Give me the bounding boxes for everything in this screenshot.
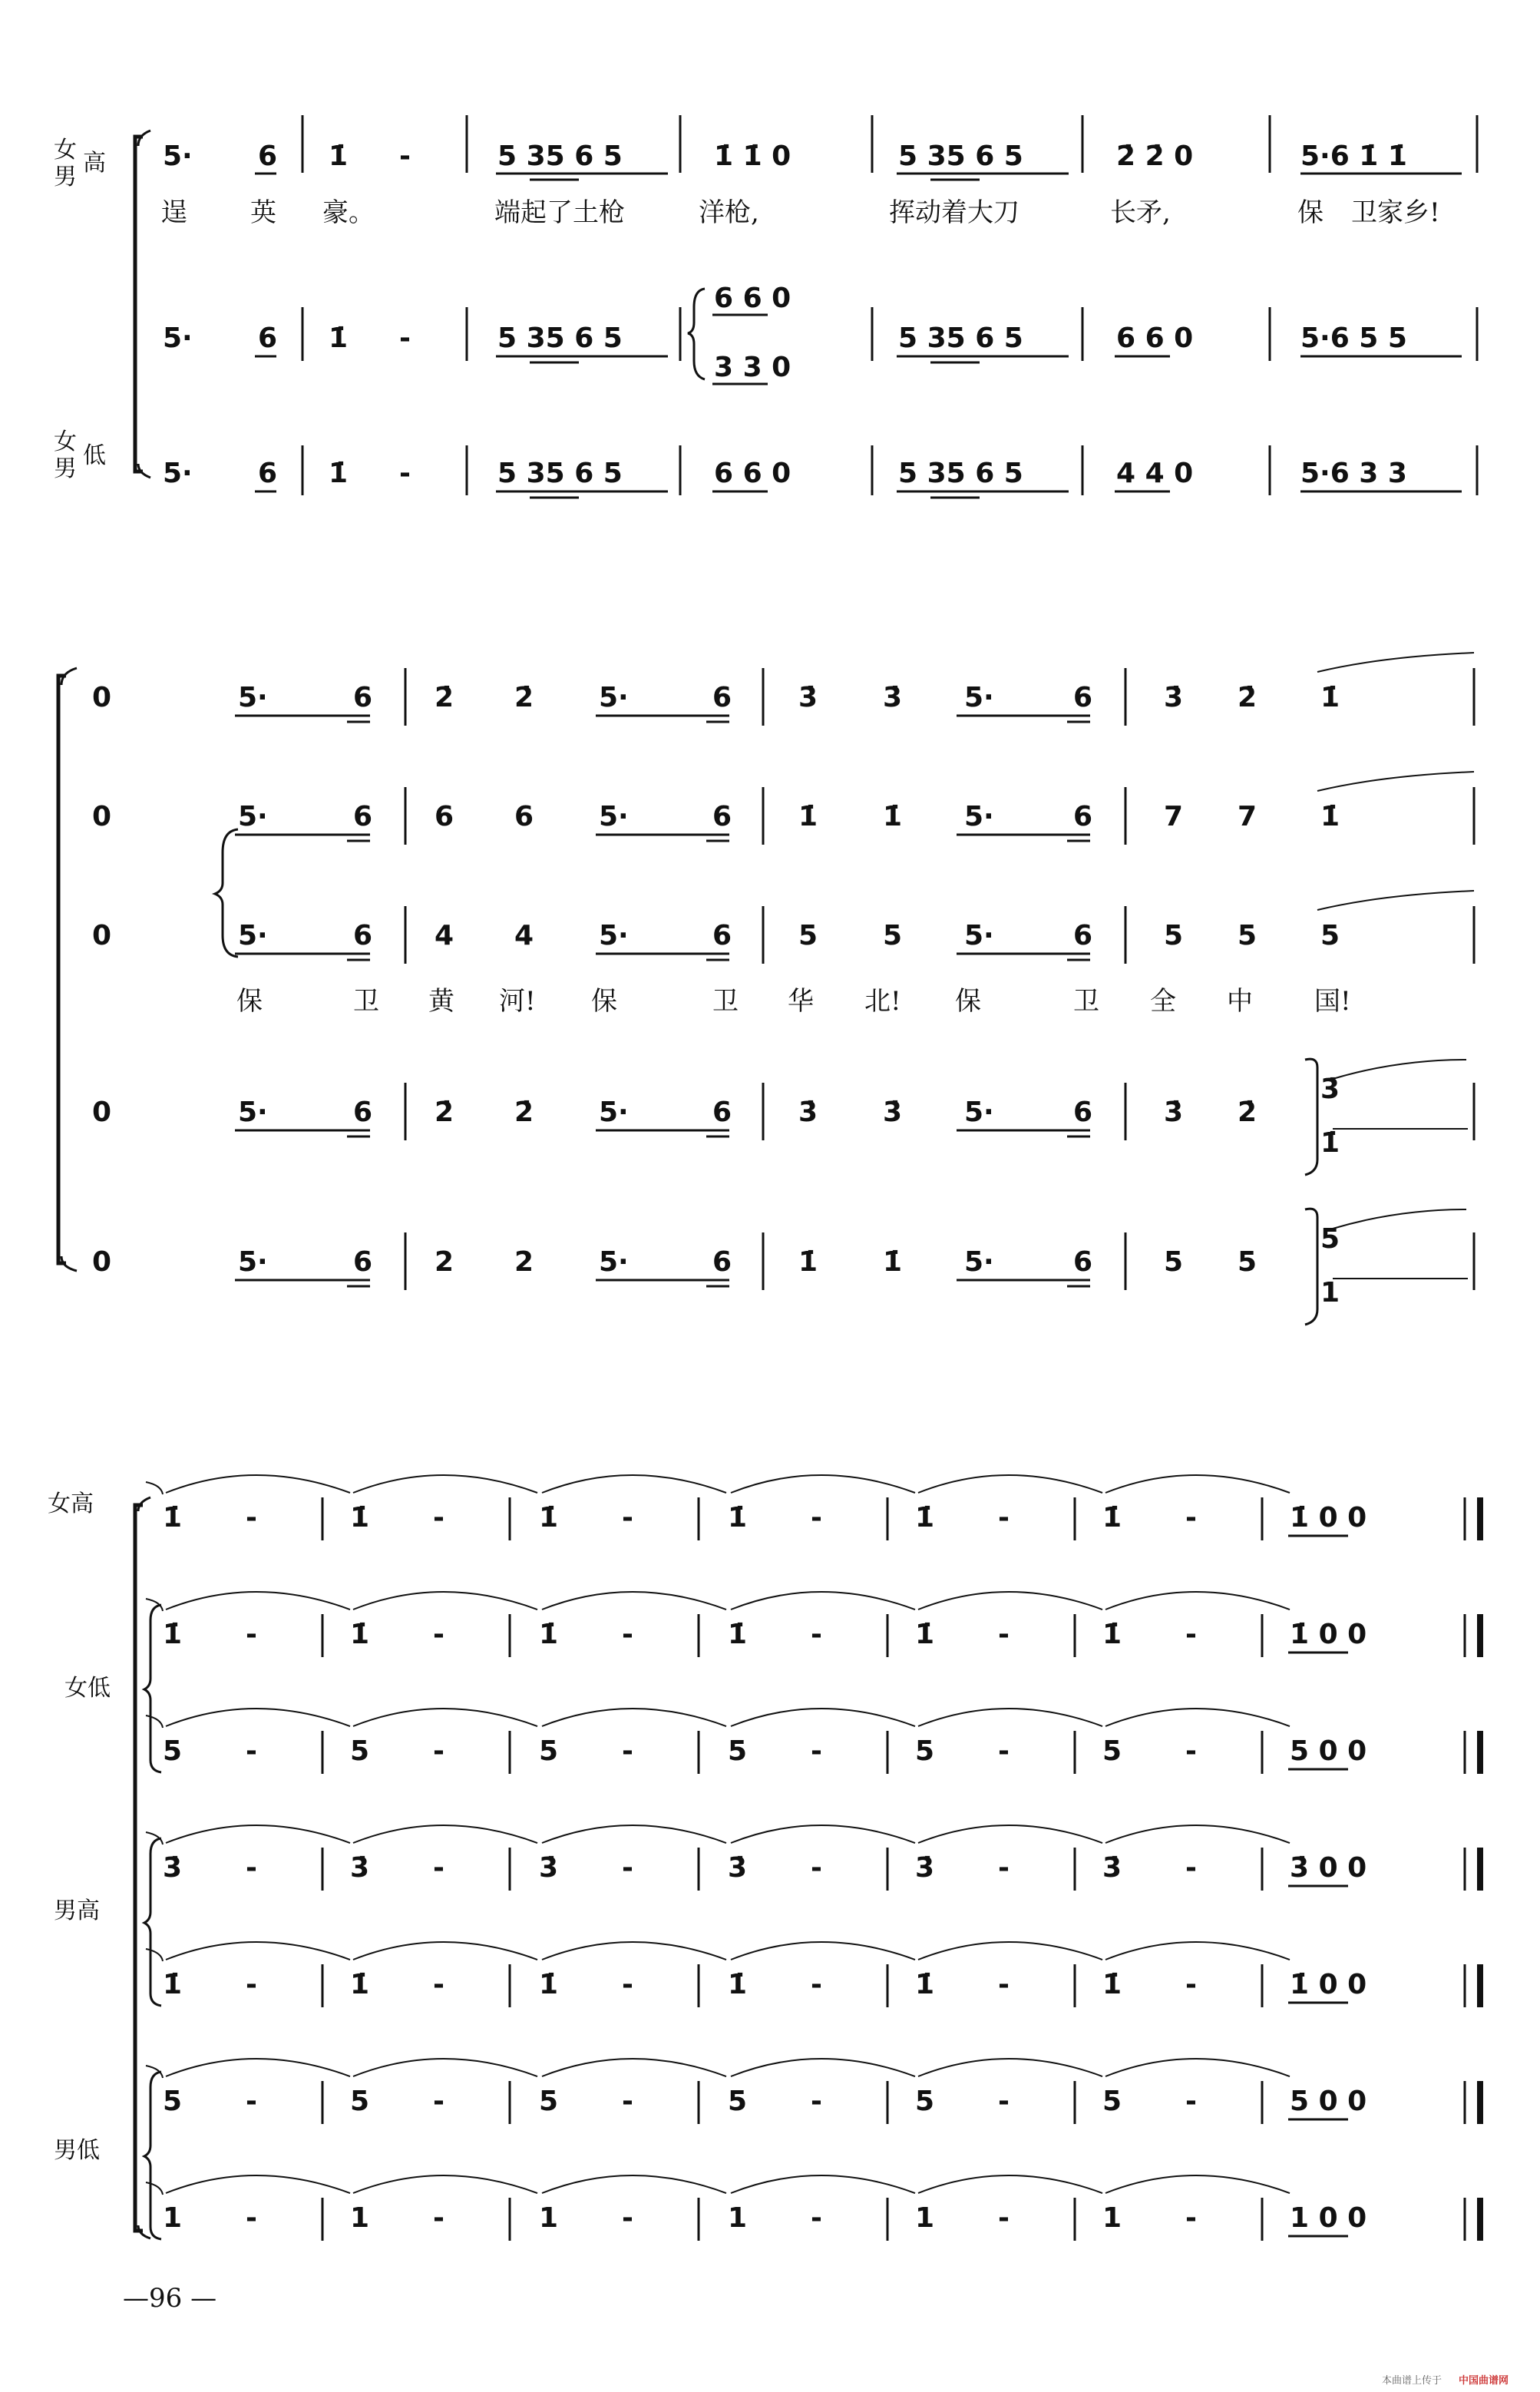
dash: - — [1185, 2202, 1197, 2234]
dash: - — [1185, 2086, 1197, 2117]
rest-note: 0 — [92, 1246, 112, 1278]
note: 4 — [435, 920, 454, 951]
note: 5 — [350, 2086, 370, 2117]
voice-brace — [144, 2072, 161, 2239]
brace-s2 — [215, 829, 238, 957]
note: 5 — [1102, 2086, 1122, 2117]
note: 5· — [163, 141, 193, 172]
note: 5· — [599, 801, 629, 832]
dash: - — [811, 1619, 822, 1650]
lyric: 保 — [236, 986, 263, 1017]
tie — [542, 1592, 726, 1610]
note: 1̇ — [329, 323, 349, 354]
note: 5· — [238, 1246, 268, 1278]
barlines-s2 — [405, 668, 1474, 1290]
note: 6 — [1073, 1097, 1093, 1128]
dash: - — [998, 1502, 1010, 1533]
ending-notes: 5 0 0 — [1290, 1735, 1367, 1767]
tie — [353, 1942, 537, 1960]
label-di: 低 — [83, 442, 106, 469]
dash: - — [246, 1969, 257, 2000]
note: 6 — [353, 1097, 373, 1128]
barlines-s1 — [302, 115, 1477, 495]
note: 4 — [514, 920, 534, 951]
tie — [166, 1825, 350, 1843]
note: 3̇ — [728, 1852, 748, 1884]
lyric: 挥动着大刀 — [889, 197, 1020, 228]
note: 3̇ — [350, 1852, 370, 1884]
label-nan-2: 男 — [54, 455, 77, 482]
lyric: 国! — [1314, 986, 1351, 1017]
tie — [146, 1949, 163, 1961]
note: 5 — [1238, 1246, 1257, 1278]
note: 1̇ — [163, 1619, 183, 1650]
note: 5· — [599, 920, 629, 951]
lyric: 黄 — [428, 986, 454, 1017]
note: 5· — [163, 458, 193, 489]
tie — [731, 1592, 915, 1610]
note: 2̇ — [435, 1097, 454, 1128]
tie — [542, 1709, 726, 1726]
note: 3̇ — [1164, 682, 1184, 713]
voice-brace — [144, 1605, 161, 1772]
dash: - — [433, 2086, 444, 2117]
dash: - — [246, 2086, 257, 2117]
note: 6 — [712, 1097, 732, 1128]
dash: - — [433, 1502, 444, 1533]
note: 5 35 6 5 — [898, 323, 1023, 354]
note: 2̇ — [514, 1097, 534, 1128]
note: 5 — [1320, 920, 1340, 951]
tie — [1317, 653, 1474, 672]
note: 5 35 6 5 — [497, 323, 623, 354]
note: 1̇ — [1102, 1969, 1122, 2000]
note: 6 — [1073, 1246, 1093, 1278]
note: - — [399, 323, 411, 354]
tie — [1317, 891, 1474, 910]
note: 5· — [163, 323, 193, 354]
note: 5 35 6 5 — [898, 141, 1023, 172]
note: 1̇ — [350, 1502, 370, 1533]
dash: - — [811, 2202, 822, 2234]
note: 2̇ 2̇ 0 — [1116, 141, 1194, 172]
tie — [1333, 1060, 1466, 1079]
tie — [731, 1475, 915, 1493]
dash: - — [622, 1969, 633, 2000]
s2-rows — [92, 653, 1474, 1325]
dash: - — [246, 1502, 257, 1533]
note: 1 — [163, 2202, 183, 2234]
lyric: 卫家乡! — [1351, 197, 1440, 228]
note: 5· — [964, 801, 994, 832]
tie — [542, 2059, 726, 2076]
note: 1̇ — [883, 801, 903, 832]
note: 1̇ — [728, 1619, 748, 1650]
dash: - — [622, 1619, 633, 1650]
note: 1 — [728, 2202, 748, 2234]
note: 2̇ — [1238, 1097, 1257, 1128]
tie — [731, 1709, 915, 1726]
note: 6 — [258, 323, 278, 354]
s2-lyrics — [236, 986, 1351, 1017]
note: 2̇ — [514, 682, 534, 713]
note: 5· — [599, 1246, 629, 1278]
note: 1̇ — [329, 141, 349, 172]
tie — [918, 1475, 1102, 1493]
note: 6 — [712, 801, 732, 832]
system-bracket-2 — [58, 676, 66, 1263]
dash: - — [811, 2086, 822, 2117]
lyric: 豪。 — [322, 197, 375, 228]
tie — [542, 1942, 726, 1960]
note: 5· — [599, 1097, 629, 1128]
tie — [1105, 1825, 1290, 1843]
note: 5 — [1164, 920, 1184, 951]
note: 5· — [964, 920, 994, 951]
note: 1̇ — [350, 1619, 370, 1650]
note: 5 35 6 5 — [497, 141, 623, 172]
system-1 — [54, 115, 1477, 498]
dash: - — [811, 1502, 822, 1533]
tie — [166, 2059, 350, 2076]
tie — [731, 1942, 915, 1960]
ending-notes: 1̇ 0 0 — [1290, 1969, 1367, 2000]
lyric: 保 — [1297, 197, 1324, 228]
lyric: 北! — [864, 986, 901, 1017]
tie — [166, 1475, 350, 1493]
note: 5 — [798, 920, 818, 951]
tie — [353, 1709, 537, 1726]
note: 3̇ — [883, 1097, 903, 1128]
note: 2̇ — [435, 682, 454, 713]
note: 1̇ — [539, 1619, 559, 1650]
note: 6 — [435, 801, 454, 832]
note: 1̇ — [163, 1502, 183, 1533]
tie — [166, 1709, 350, 1726]
note: 6 — [353, 801, 373, 832]
note: 5· — [599, 682, 629, 713]
tie — [146, 1482, 163, 1494]
note: 1̇ — [1320, 682, 1340, 713]
note: 1̇ — [915, 1619, 935, 1650]
lyric: 中 — [1227, 986, 1253, 1017]
note: 1̇ — [728, 1969, 748, 2000]
tie — [1317, 772, 1474, 791]
label-gao: 高 — [83, 150, 106, 177]
note: 1̇ 1̇ 0 — [714, 141, 791, 172]
tie — [918, 1942, 1102, 1960]
dash: - — [622, 2086, 633, 2117]
note: 6 — [1073, 682, 1093, 713]
tie — [1105, 1942, 1290, 1960]
tie — [542, 1475, 726, 1493]
note: 1̇ — [1102, 1502, 1122, 1533]
tie — [1105, 1475, 1290, 1493]
lyric: 卫 — [1073, 986, 1099, 1017]
note: 3̇ — [798, 1097, 818, 1128]
ending-notes: 1 0 0 — [1290, 2202, 1367, 2234]
note: 1̇ — [1320, 801, 1340, 832]
label-nan: 男 — [54, 164, 77, 190]
tie — [1105, 2059, 1290, 2076]
tie — [542, 1825, 726, 1843]
note: 6 — [712, 920, 732, 951]
note: 5 — [1164, 1246, 1184, 1278]
lyric: 长矛, — [1110, 197, 1171, 228]
system-2 — [58, 653, 1474, 1325]
note: 1̇ — [798, 801, 818, 832]
dash: - — [433, 1969, 444, 2000]
note: 5· — [964, 682, 994, 713]
rest-note: 0 — [92, 682, 112, 713]
tie — [1105, 2175, 1290, 2193]
lyric: 保 — [955, 986, 981, 1017]
rest-note: 0 — [92, 920, 112, 951]
note: 5 — [350, 1735, 370, 1767]
note: 1̇ — [539, 1502, 559, 1533]
tie — [353, 1475, 537, 1493]
note: 5 — [1320, 1223, 1340, 1255]
note: 1̇ — [539, 1969, 559, 2000]
tie — [146, 2182, 163, 2195]
note: 6 — [353, 920, 373, 951]
tie — [146, 1715, 163, 1728]
note: 5·6 1̇ 1̇ — [1300, 141, 1407, 172]
dash: - — [1185, 1502, 1197, 1533]
tie — [918, 1709, 1102, 1726]
rest-note: 0 — [92, 801, 112, 832]
note: 3̇ — [1320, 1074, 1340, 1105]
label-nv: 女 — [54, 137, 77, 164]
note: 1 — [350, 2202, 370, 2234]
tie — [918, 2175, 1102, 2193]
dash: - — [246, 1852, 257, 1884]
tie — [166, 1592, 350, 1610]
s3-rows — [144, 1475, 1480, 2241]
dash: - — [998, 1735, 1010, 1767]
note: 1̇ — [163, 1969, 183, 2000]
dash: - — [811, 1735, 822, 1767]
dash: - — [622, 2202, 633, 2234]
lyric: 保 — [591, 986, 617, 1017]
note: 1̇ — [915, 1502, 935, 1533]
note: 5 — [728, 1735, 748, 1767]
dash: - — [998, 1969, 1010, 2000]
lyric: 逞 — [161, 197, 187, 228]
watermark-text: 本曲谱上传于 — [1382, 2375, 1443, 2387]
dash: - — [1185, 1852, 1197, 1884]
ending-notes: 1̇ 0 0 — [1290, 1619, 1367, 1650]
note: 5 — [728, 2086, 748, 2117]
voice-brace — [144, 1838, 161, 2006]
dash: - — [622, 1852, 633, 1884]
note: 1̇ — [883, 1246, 903, 1278]
label-nan-di: 男低 — [54, 2137, 100, 2164]
note: 3̇ — [539, 1852, 559, 1884]
note: 5· — [238, 682, 268, 713]
note: 5 — [915, 1735, 935, 1767]
dash: - — [998, 1852, 1010, 1884]
ending-notes: 1̇ 0 0 — [1290, 1502, 1367, 1533]
tie — [166, 2175, 350, 2193]
ending-notes: 5 0 0 — [1290, 2086, 1367, 2117]
note: 3̇ — [915, 1852, 935, 1884]
note: 1̇ — [915, 1969, 935, 2000]
s1-lyrics — [161, 197, 1440, 228]
tie — [918, 1825, 1102, 1843]
lyric: 卫 — [353, 986, 379, 1017]
tie — [1105, 1592, 1290, 1610]
note: 1 — [539, 2202, 559, 2234]
note: 3̇ — [1102, 1852, 1122, 1884]
tie — [731, 2059, 915, 2076]
note: 6 — [1073, 801, 1093, 832]
note: 1 — [1102, 2202, 1122, 2234]
note: 1 — [1320, 1277, 1340, 1308]
note: 5· — [964, 1246, 994, 1278]
note: 5·6 3 3 — [1300, 458, 1407, 489]
tie — [731, 2175, 915, 2193]
dash: - — [433, 1735, 444, 1767]
note: 6 6 0 — [714, 283, 791, 314]
note: 6 — [712, 682, 732, 713]
divisi-brace — [1305, 1209, 1317, 1325]
system-3 — [48, 1475, 1480, 2241]
dash: - — [1185, 1969, 1197, 2000]
tie — [918, 2059, 1102, 2076]
note: 6 6 0 — [1116, 323, 1194, 354]
lyric: 卫 — [712, 986, 739, 1017]
watermark-site: 中国曲谱网 — [1459, 2375, 1509, 2387]
tie — [353, 2059, 537, 2076]
s1-row1 — [163, 141, 1462, 180]
note: 3̇ — [1164, 1097, 1184, 1128]
note: 6 — [514, 801, 534, 832]
tie — [353, 1825, 537, 1843]
dash: - — [998, 2086, 1010, 2117]
note: 5 — [1238, 920, 1257, 951]
dash: - — [1185, 1735, 1197, 1767]
note: 6 — [258, 458, 278, 489]
dash: - — [998, 2202, 1010, 2234]
note: 6 — [712, 1246, 732, 1278]
dash: - — [811, 1852, 822, 1884]
note: 3̇ — [798, 682, 818, 713]
note: - — [399, 141, 411, 172]
note: 6 6 0 — [714, 458, 791, 489]
note: - — [399, 458, 411, 489]
note: 5 — [163, 1735, 183, 1767]
tie — [731, 1825, 915, 1843]
tie — [1333, 1209, 1466, 1229]
note: 6 — [353, 1246, 373, 1278]
divisi-brace — [1305, 1059, 1317, 1175]
lyric: 端起了土枪 — [494, 197, 625, 228]
tie — [166, 1942, 350, 1960]
divisi-brace — [688, 289, 705, 379]
dash: - — [811, 1969, 822, 2000]
note: 1̇ — [329, 458, 349, 489]
note: 1̇ — [1320, 1127, 1340, 1159]
lyric: 华 — [788, 986, 814, 1017]
note: 1̇ — [728, 1502, 748, 1533]
dash: - — [622, 1502, 633, 1533]
label-nv-2: 女 — [54, 428, 77, 455]
note: 6 — [353, 682, 373, 713]
note: 4 4 0 — [1116, 458, 1194, 489]
note: 5 — [915, 2086, 935, 2117]
note: 2 — [435, 1246, 454, 1278]
note: 7 — [1238, 801, 1257, 832]
note: 3̇ — [883, 682, 903, 713]
dash: - — [433, 2202, 444, 2234]
dash: - — [246, 2202, 257, 2234]
note: 5 35 6 5 — [497, 458, 623, 489]
label-nv-di: 女低 — [64, 1675, 111, 1702]
page-number: —96 — — [123, 2283, 217, 2314]
s1-row3 — [163, 458, 1462, 498]
tie — [918, 1592, 1102, 1610]
note: 3̇ — [163, 1852, 183, 1884]
note: 5 35 6 5 — [898, 458, 1023, 489]
note: 6 — [1073, 920, 1093, 951]
note: 5 — [539, 1735, 559, 1767]
dash: - — [433, 1852, 444, 1884]
tie — [1105, 1709, 1290, 1726]
dash: - — [433, 1619, 444, 1650]
note: 2̇ — [1238, 682, 1257, 713]
note: 5 — [883, 920, 903, 951]
note: 1̇ — [1102, 1619, 1122, 1650]
note: 1 — [915, 2202, 935, 2234]
dash: - — [246, 1735, 257, 1767]
dash: - — [1185, 1619, 1197, 1650]
dash: - — [246, 1619, 257, 1650]
lyric: 英 — [250, 197, 276, 228]
tie — [353, 1592, 537, 1610]
note: 5· — [238, 920, 268, 951]
note: 5· — [238, 1097, 268, 1128]
note: 6 — [258, 141, 278, 172]
tie — [542, 2175, 726, 2193]
note: 1̇ — [798, 1246, 818, 1278]
note: 3 3 0 — [714, 352, 791, 383]
note: 1̇ — [350, 1969, 370, 2000]
lyric: 洋枪, — [699, 197, 759, 228]
dash: - — [622, 1735, 633, 1767]
s1-row2 — [163, 283, 1462, 384]
system-bracket-3 — [135, 1505, 143, 2231]
system-bracket — [135, 137, 143, 471]
note: 2 — [514, 1246, 534, 1278]
note: 5 — [1102, 1735, 1122, 1767]
note: 5· — [964, 1097, 994, 1128]
rest-note: 0 — [92, 1097, 112, 1128]
note: 5 — [163, 2086, 183, 2117]
note: 5· — [238, 801, 268, 832]
tie — [353, 2175, 537, 2193]
note: 5·6 5 5 — [1300, 323, 1407, 354]
label-nan-gao: 男高 — [54, 1897, 100, 1924]
ending-notes: 3̇ 0 0 — [1290, 1852, 1367, 1884]
label-nv-gao: 女高 — [48, 1490, 94, 1517]
lyric: 全 — [1150, 986, 1176, 1017]
note: 7 — [1164, 801, 1184, 832]
lyric: 河! — [499, 986, 536, 1017]
dash: - — [998, 1619, 1010, 1650]
note: 5 — [539, 2086, 559, 2117]
